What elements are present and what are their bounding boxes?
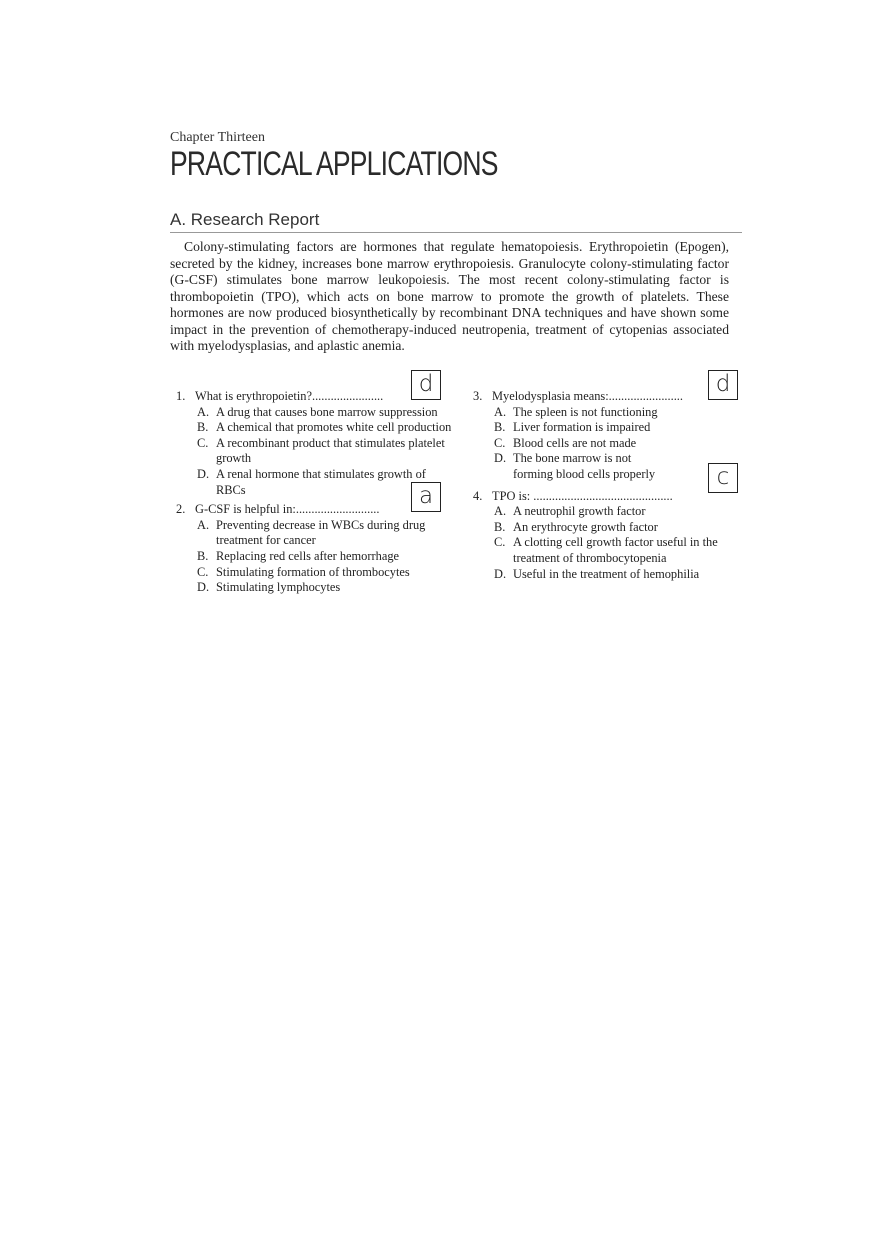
option-d: D. A renal hormone that stimulates growth of RBCs <box>197 466 426 497</box>
option-b: B. Replacing red cells after hemorrhage <box>197 548 400 563</box>
option-c: C. Blood cells are not made <box>494 435 637 450</box>
option-c: C. A recombinant product that stimulates platelet growth <box>197 435 445 466</box>
research-report-paragraph: Colony-stimulating factors are hormones that regulate hematopoiesis. Erythropoietin (Epogen), secreted by the kidney, increases bone marrow erythropoiesis. Granulocyte colony-stimulating factor (G-CSF) stimulates bone marrow leukopoiesis. The most recent colony-stimulating factor is thrombopoietin (TPO), which acts on bone marrow to promote the growth of platelets. These hormones are now produced biosynthetically by recombinant DNA techniques and have shown some impact in the prevention of chemotherapy-induced neutropenia, treatment of cytopenias associated with myelodysplasias, and aplastic anemia. <box>170 239 729 353</box>
answer-box[interactable]: d <box>708 370 738 400</box>
option-a: A. A drug that causes bone marrow suppression <box>197 404 438 419</box>
option-d: D. Useful in the treatment of hemophilia <box>494 566 700 581</box>
question-3 <box>473 371 733 483</box>
option-a: A. The spleen is not functioning <box>494 404 658 419</box>
option-a: A. A neutrophil growth factor <box>494 504 646 519</box>
question-number: 4. <box>473 488 483 503</box>
chapter-label: Chapter Thirteen <box>170 130 265 145</box>
answer-box[interactable]: c <box>708 463 738 493</box>
question-text: G-CSF is helpful in:........................... <box>195 502 380 517</box>
questions-right-column <box>473 371 733 585</box>
question-number: 1. <box>176 389 186 403</box>
page-title: PRACTICAL APPLICATIONS <box>170 145 498 183</box>
option-c: C. A clotting cell growth factor useful in the treatment of thrombocytopenia <box>494 535 718 565</box>
answer-box[interactable]: d <box>411 370 441 400</box>
question-text: What is erythropoietin?....................... <box>195 389 384 403</box>
question-2 <box>176 483 456 596</box>
section-heading: A. Research Report <box>170 210 742 233</box>
answer-box[interactable]: a <box>411 482 441 512</box>
question-number: 3. <box>473 389 483 403</box>
option-b: B. A chemical that promotes white cell production <box>197 420 452 435</box>
option-d: D. The bone marrow is not forming blood cells properly <box>494 451 656 481</box>
question-number: 2. <box>176 502 186 517</box>
question-text: TPO is: ............................................. <box>492 488 673 503</box>
option-a: A. Preventing decrease in WBCs during drug treatment for cancer <box>197 517 426 548</box>
option-d: D. Stimulating lymphocytes <box>197 580 341 595</box>
questions-left-column <box>176 371 456 599</box>
option-b: B. An erythrocyte growth factor <box>494 519 658 534</box>
question-text: Myelodysplasia means:........................ <box>492 389 684 403</box>
option-c: C. Stimulating formation of thrombocytes <box>197 564 410 579</box>
option-b: B. Liver formation is impaired <box>494 420 651 435</box>
